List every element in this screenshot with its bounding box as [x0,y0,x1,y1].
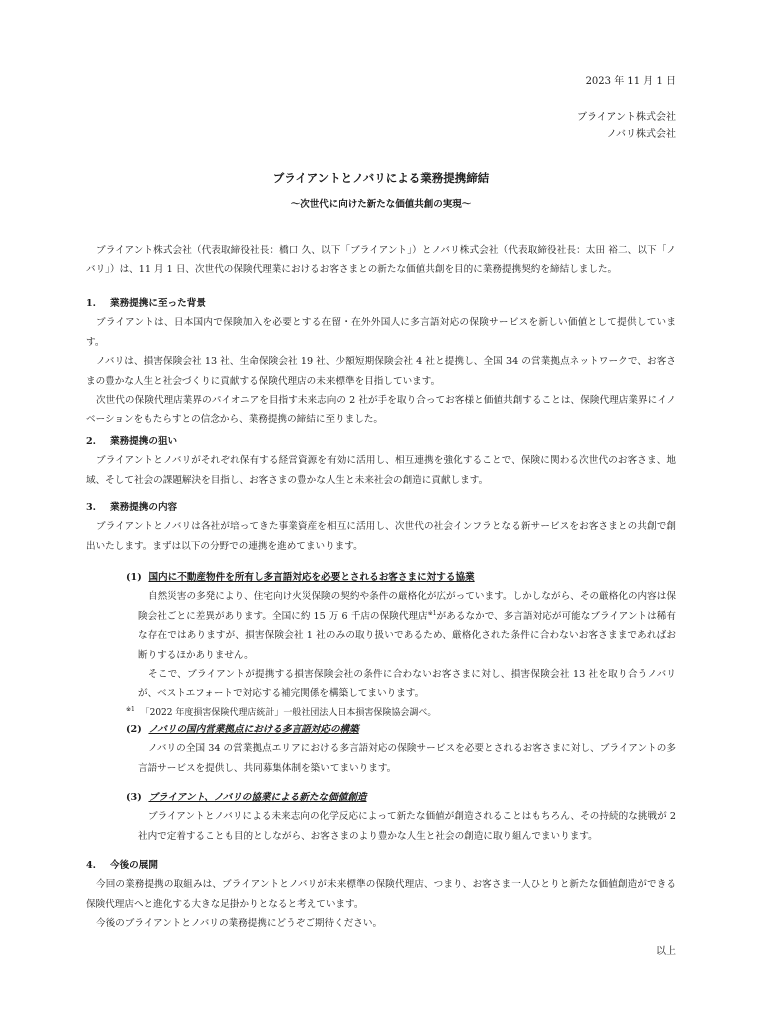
section-content [86,498,676,556]
section-paragraph: 今後のブライアントとノバリの業務提携にどうぞご期待ください。 [96,918,383,930]
company-name-novari: ノバリ株式会社 [606,129,676,140]
subsection-paragraph: ブライアントとノバリによる未来志向の化学反応によって新たな価値が創造されることはもちろん、その持続的な挑戦が 2 社内で定着することも目的としながら、お客さまのより豊かな人生と社会の創造に取り組んでまいります。 [138,811,676,842]
company-name-bryant: ブライアント株式会社 [577,112,676,123]
closing-mark: 以上 [656,946,676,957]
section-paragraph: ブライアントとノバリは各社が培ってきた事業資産を相互に活用し、次世代の社会インフラとなる新サービスをお客さまとの共創で創出いたします。まずは以下の分野での連携を進めてまいります。 [86,521,676,552]
subsection-heading: (1) 国内に不動産物件を所有し多言語対応を必要とされるお客さまに対する協業 [126,572,475,583]
document-subtitle: 〜次世代に向けた新たな価値共創の実現〜 [290,199,472,210]
subsection-real-estate [126,568,676,723]
subsection-value-creation [126,788,676,846]
intro-text: ブライアント株式会社（代表取締役社長：橋口 久、以下「ブライアント」）とノバリ株式会社（代表取締役社長：太田 裕二、以下「ノバリ」）は、11 月 1 日、次世代の保険代理業におけるお客さまとの新たな価値共創を目的に業務提携契約を締結しました。 [86,245,676,276]
subsection-paragraph: ノバリの全国 34 の営業拠点エリアにおける多言語対応の保険サービスを必要とされるお客さまに対し、ブライアントの多言語サービスを提供し、共同募集体制を築いてまいります。 [138,743,676,774]
section-purpose [86,432,676,490]
section-heading: 4. 今後の展開 [86,860,158,871]
subsection-paragraph: 自然災害の多発により、住宅向け火災保険の契約や条件の厳格化が広がっています。しかしながら、その厳格化の内容は保険会社ごとに差異があります。全国に約 15 万 6 千店の保険代理店$^{※1}$があるなかで、多言語対応が可能なブライアントは稀有な存在ではありますが、損害保険会社 1 社のみの取り扱いであるため、厳格化された条件に合わないお客さままであればお断りするほかありません。 [138,591,676,661]
release-date: 2023 年 11 月 1 日 [585,76,676,87]
footnote-marker: ※1 [427,609,437,617]
subsection-heading: (3) ブライアント、ノバリの協業による新たな価値創造 [126,792,367,803]
document-page [86,0,676,1024]
document-title: ブライアントとノバリによる業務提携締結 [272,171,490,185]
section-heading: 3. 業務提携の内容 [86,502,178,513]
subsection-paragraph: そこで、ブライアントが提携する損害保険会社の条件に合わないお客さまに対し、損害保険会社 13 社を取り合うノバリが、ベストエフォートで対応する補完関係を構築してまいります。 [138,669,676,700]
section-paragraph: 次世代の保険代理店業界のパイオニアを目指す未来志向の 2 社が手を取り合ってお客様と価値共創することは、保険代理店業界にイノベーションをもたらすとの信念から、業務提携の締結に至りました。 [86,395,676,426]
section-heading: 2. 業務提携の狙い [86,436,178,447]
intro-paragraph [86,241,676,280]
subsection-heading: (2) ノバリの国内営業拠点における多言語対応の構築 [126,724,359,735]
footnote: $^{※1}$ 「2022 年度損害保険代理店統計」一般社団法人日本損害保険協会調べ。 [126,705,437,718]
section-paragraph: ブライアントとノバリがそれぞれ保有する経営資源を有効に活用し、相互連携を強化することで、保険に関わる次世代のお客さま、地域、そして社会の課題解決を目指し、お客さまの豊かな人生と未来社会の創造に貢献します。 [86,455,676,486]
section-background [86,294,676,430]
section-paragraph: ブライアントは、日本国内で保険加入を必要とする在留・在外外国人に多言語対応の保険サービスを新しい価値として提供しています。 [86,317,676,348]
subsection-multilingual [126,720,676,778]
section-heading: 1. 業務提携に至った背景 [86,298,206,309]
section-outlook [86,856,676,934]
section-paragraph: 今回の業務提携の取組みは、ブライアントとノバリが未来標準の保険代理店、つまり、お客さま一人ひとりと新たな価値創造ができる保険代理店へと進化する大きな足掛かりとなると考えています。 [86,879,676,910]
section-paragraph: ノバリは、損害保険会社 13 社、生命保険会社 19 社、少額短期保険会社 4 社と提携し、全国 34 の営業拠点ネットワークで、お客さまの豊かな人生と社会づくりに貢献する保険代理店の未来標準を目指しています。 [86,356,676,387]
